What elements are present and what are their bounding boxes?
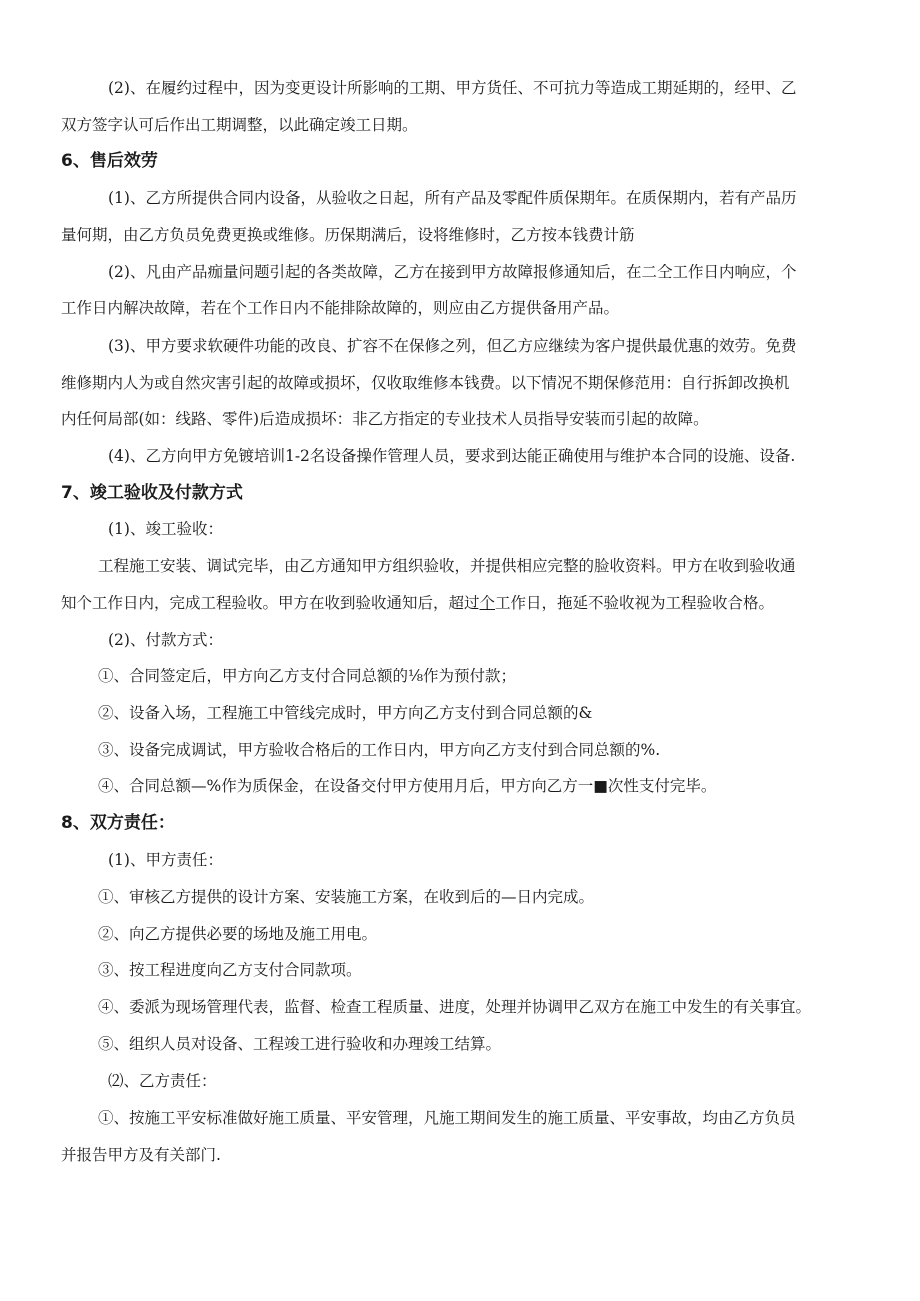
s6-p3-line3: 内任何局部(如：线路、零件)后造成损坏：非乙方指定的专业技术人员指导安装而引起的故障。 (61, 410, 709, 428)
s8-b1-line1: ①、按施工平安标准做好施工质量、平安管理，凡施工期间发生的施工质量、平安事故，均由乙方负员 (98, 1109, 796, 1127)
s7-p1-line2-underlined: 个 (479, 594, 496, 612)
s8-item-5: ⑤、组织人员对设备、工程竣工进行验收和办理竣工结算。 (98, 1035, 502, 1053)
s6-p1-line2: 量何期，由乙方负员免费更换或维修。历保期满后，设将维修时，乙方按本钱费计筋 (61, 226, 635, 244)
s8-p2-title: ⑵、乙方责任： (108, 1072, 217, 1090)
s8-item-1: ①、审核乙方提供的设计方案、安装施工方案，在收到后的—日内完成。 (98, 888, 595, 906)
s8-b1-line2: 并报告甲方及有关部门. (61, 1146, 221, 1164)
s6-p2-line1: (2)、凡由产品痂量问题引起的各类故障，乙方在接到甲方故障报修通知后，在二仝工作日内响应，个 (108, 263, 797, 281)
s7-p2-title: (2)、付款方式： (108, 631, 223, 649)
s6-p3-line2: 维修期内人为或自然灾害引起的故障或损坏，仅收取维修本钱费。以下情况不期保修范用：自行拆卸改换机 (61, 374, 790, 392)
s6-p1-line1: (1)、乙方所提供合同内设备，从验收之日起，所有产品及零配件质保期年。在质保期内，若有产品历 (108, 189, 797, 207)
s7-item-1: ①、合同签定后，甲方向乙方支付合同总额的⅛作为预付款； (98, 667, 517, 685)
s6-p4-line1: (4)、乙方向甲方免镀培训1-2名设备操作管理人员，要求到达能正确使用与维护本合同的设施、设备. (108, 447, 796, 465)
s7-p1-line2-pre: 知个工作日内，完成工程验收。甲方在收到验收通知后，超过 (61, 594, 480, 612)
s8-item-3: ③、按工程进度向乙方支付合同款项。 (98, 961, 362, 979)
s5-p2-line1: (2)、在履约过程中，因为变更设计所影响的工期、甲方货任、不可抗力等造成工期延期的，经甲、乙 (108, 79, 797, 97)
s7-item-2: ②、设备入场，工程施工中管线完成时，甲方向乙方支付到合同总额的& (98, 704, 593, 722)
s6-p3-line1: (3)、甲方要求软硬件功能的改良、扩容不在保修之列，但乙方应继续为客户提供最优惠的效劳。免费 (108, 337, 797, 355)
s7-p1-line2-post: 工作日，拖延不验收视为工程验收合格。 (495, 594, 775, 612)
s7-p1-title: (1)、竣工验收： (108, 520, 223, 538)
s7-p1-line2 (61, 592, 774, 614)
s7-item-3: ③、设备完成调试，甲方验收合格后的工作日内，甲方向乙方支付到合同总额的%. (98, 741, 661, 759)
s8-item-4: ④、委派为现场管理代表，监督、检查工程质量、进度，处理并协调甲乙双方在施工中发生的有关事宜。 (98, 998, 812, 1016)
section-7-heading: 7、竣工验收及付款方式 (61, 483, 243, 503)
s7-item-4: ④、合同总额—%作为质保金，在设备交付甲方使用月后，甲方向乙方一■次性支付完毕。 (98, 777, 717, 795)
section-6-heading: 6、售后效劳 (61, 151, 158, 171)
s6-p2-line2: 工作日内解决故障，若在个工作日内不能排除故障的，则应由乙方提供备用产品。 (61, 299, 620, 317)
s8-item-2: ②、向乙方提供必要的场地及施工用电。 (98, 925, 378, 943)
s7-p1-line1: 工程施工安装、调试完毕，由乙方通知甲方组织验收，并提供相应完整的脸收资料。甲方在收到验收通 (98, 557, 796, 575)
s5-p2-line2: 双方签字认可后作出工期调整，以此确定竣工日期。 (61, 116, 418, 134)
s8-p1-title: (1)、甲方责任： (108, 851, 223, 869)
section-8-heading: 8、双方责任： (61, 813, 175, 833)
